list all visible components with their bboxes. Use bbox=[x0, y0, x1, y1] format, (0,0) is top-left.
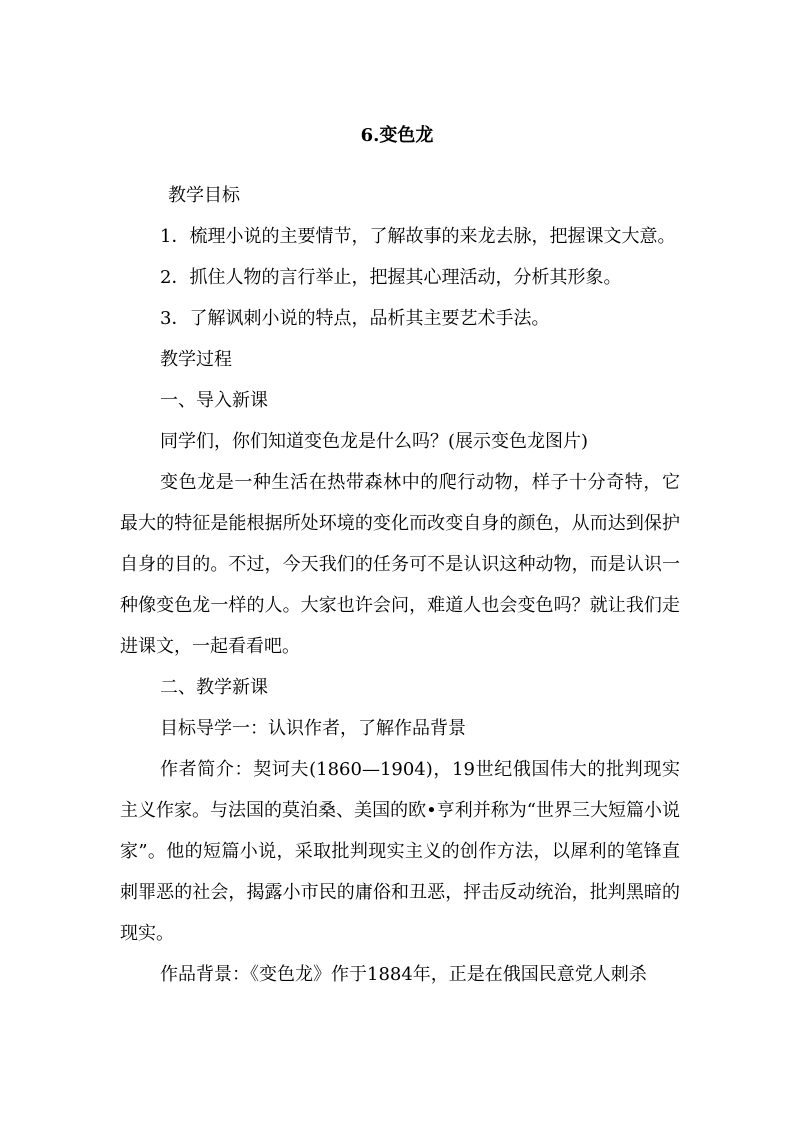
chameleon-description-paragraph: 变色龙是一种生活在热带森林中的爬行动物，样子十分奇特，它最大的特征是能根据所处环境的变化而改变自身的颜色，从而达到保护自身的目的。不过，今天我们的任务可不是认识这种动物，而是认识一种像变色龙一样的人。大家也许会问，难道人也会变色吗？就让我们走进课文，一起看看吧。 bbox=[120, 472, 680, 657]
section-heading-teaching-process: 教学过程 bbox=[160, 349, 232, 370]
section-heading-teaching-goals: 教学目标 bbox=[168, 185, 240, 206]
document-body bbox=[120, 175, 680, 995]
goal-item-2: 2．抓住人物的言行举止，把握其心理活动，分析其形象。 bbox=[160, 267, 622, 288]
subsection-heading-intro: 一、导入新课 bbox=[160, 390, 268, 411]
learning-target-heading: 目标导学一：认识作者，了解作品背景 bbox=[160, 718, 466, 739]
subsection-heading-new-lesson: 二、教学新课 bbox=[160, 677, 268, 698]
author-intro-paragraph: 作者简介：契诃夫(1860—1904)，19世纪俄国伟大的批判现实主义作家。与法国的莫泊桑、美国的欧•亨利并称为“世界三大短篇小说家”。他的短篇小说，采取批判现实主义的创作方法，以犀利的笔锋直刺罪恶的社会，揭露小市民的庸俗和丑恶，抨击反动统治，批判黑暗的现实。 bbox=[120, 759, 680, 944]
goal-item-1: 1．梳理小说的主要情节，了解故事的来龙去脉，把握课文大意。 bbox=[160, 226, 676, 247]
intro-question-paragraph: 同学们，你们知道变色龙是什么吗？(展示变色龙图片) bbox=[160, 431, 589, 452]
goal-item-3: 3．了解讽刺小说的特点，品析其主要艺术手法。 bbox=[160, 308, 550, 329]
document-title: 6.变色龙 bbox=[360, 125, 434, 146]
work-background-paragraph: 作品背景：《变色龙》作于1884年，正是在俄国民意党人刺杀 bbox=[160, 964, 647, 985]
